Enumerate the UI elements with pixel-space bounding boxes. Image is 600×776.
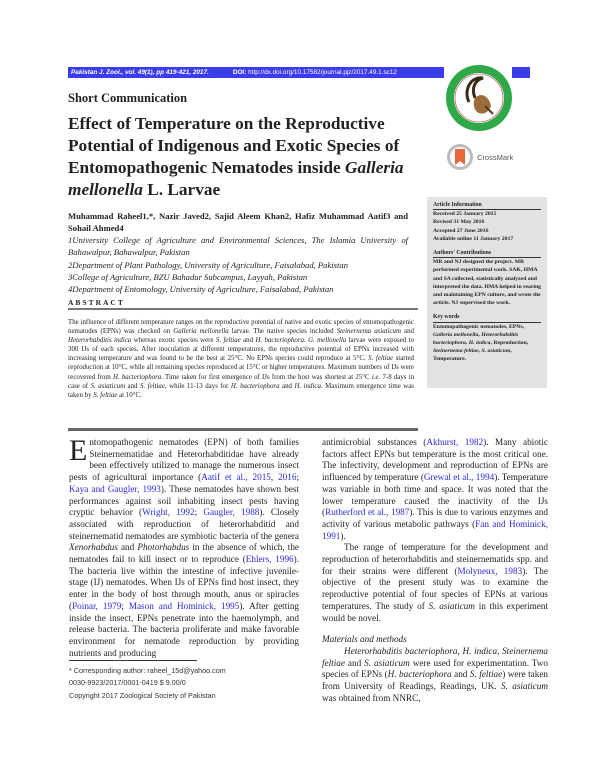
text-run: , while 11-13 days for xyxy=(164,382,231,390)
text-run: ). xyxy=(340,530,346,541)
text-run: , xyxy=(270,472,279,483)
corresponding-author: * Corresponding author: raheel_15d@yahoo.com xyxy=(69,666,226,675)
citation-link[interactable]: Ehlers, 1996 xyxy=(245,554,294,565)
italic-term: Galleria mellonella xyxy=(173,328,229,336)
text-run: ; xyxy=(194,507,204,518)
text-run: The range of temperature for the development and reproduction of heterorhabditis and steinernematids spp. and for their strains were different ( xyxy=(322,542,548,576)
italic-term: Steinernema asiaticum xyxy=(336,328,401,336)
italic-term: Steinernema feltiae, S. asiaticum xyxy=(433,348,511,355)
affiliation: 2Department of Plant Pathology, University of Agriculture, Faisalabad, Pakistan xyxy=(68,259,348,270)
journal-citation: Pakistan J. Zool., vol. 49(1), pp 419-421, 2017. xyxy=(71,69,209,76)
revised-date: Revised 31 May 2016 xyxy=(433,219,485,226)
citation-link[interactable]: Aatif et al., 2015 xyxy=(201,472,271,483)
italic-term: i.e. xyxy=(371,373,381,381)
italic-term: S. feltiae xyxy=(215,337,241,345)
drop-cap: E xyxy=(69,434,88,467)
paragraph xyxy=(322,437,548,542)
text-run: ). These nematodes have shown best performances against soil inhabiting insect pests having cryptic behavior ( xyxy=(69,483,299,518)
divider xyxy=(68,428,418,431)
divider xyxy=(68,308,418,310)
doi-label: DOI: xyxy=(232,69,247,76)
italic-term: S. asiaticum xyxy=(501,681,548,692)
text-run: and xyxy=(451,669,470,680)
ibex-seal-icon xyxy=(445,62,513,134)
text-run: , xyxy=(478,331,482,338)
author-list: Muhammad Raheel1,*, Nazir Javed2, Sajid Aleem Khan2, Hafiz Muhammad Aatif3 and Sohail Ahmed4 xyxy=(68,211,408,233)
italic-term: Xenorhabdus xyxy=(69,542,118,553)
italic-term: Heterorhabditis bacteriophora, H. indica, Steinernema feltiae xyxy=(322,645,548,668)
title-species: Galleria mellonella xyxy=(68,158,404,199)
journal-header-bar xyxy=(68,67,444,78)
italic-term: S. asiaticum xyxy=(90,382,126,390)
citation-link[interactable]: Poinar, 1979 xyxy=(72,600,122,611)
italic-term: Galleria mellonella xyxy=(433,331,479,338)
abstract-heading: ABSTRACT xyxy=(68,298,125,307)
citation-link[interactable]: Akhurst, 1982 xyxy=(426,437,484,447)
footnote xyxy=(69,665,309,702)
contributions-heading: Authors' Contributions xyxy=(433,249,541,258)
italic-term: Heterorhabditis bacteriophora, H. indica xyxy=(433,331,519,347)
citation-link[interactable]: Rutherford et al., 1987 xyxy=(325,507,410,518)
italic-term: S. feltiae xyxy=(368,355,394,363)
citation-link[interactable]: Wright, 1992 xyxy=(142,507,195,518)
title-end: L. Larvae xyxy=(142,180,221,199)
paragraph xyxy=(69,434,300,659)
text-run: larvae were exposed to 300 IJs of each species. After inoculation at different temperatures, the reproductive potential of EPNs increased with increasing temperature and was found to be the best at 25°C. No EPNs species could reproduce at 5°C. xyxy=(68,337,414,363)
article-dates xyxy=(433,210,541,243)
text-run: in the absence of which, the nematodes fail to kill insect or to reproduce ( xyxy=(69,542,300,565)
text-run: and xyxy=(279,382,295,390)
italic-term: H. indica xyxy=(294,382,321,390)
italic-term: Heterorhabditis indica xyxy=(68,337,132,345)
footnote-divider xyxy=(69,660,197,661)
online-date: Available online 11 January 2017 xyxy=(433,235,514,242)
italic-term: Photorhabdus xyxy=(137,542,190,553)
doi-link[interactable]: http://dx.doi.org/10.17582/journal.pjz/2017.49.1.sc12 xyxy=(248,69,397,76)
text-run: ) were taken from University of Readings, Readings, UK. xyxy=(322,669,549,692)
text-run: whereas exotic species were xyxy=(131,337,216,345)
text-run: ntomopathogenic nematodes (EPN) of both families Steinernematidae and Heterorhabditidae have already been effectively utilized to manage the numerous insect pests of agricultural importance ( xyxy=(69,437,299,483)
text-run: antimicrobial substances ( xyxy=(322,437,427,447)
article-info-sidebar xyxy=(427,197,547,388)
text-run: Entomopathogenic nematodes, EPNs, xyxy=(433,323,525,330)
body-column-right xyxy=(322,437,548,704)
paragraph xyxy=(322,646,548,705)
text-run: , Temperature. xyxy=(433,348,512,363)
section-heading xyxy=(322,634,548,646)
text-run: ). Closely associated with reproduction of heterorhabditid and steinernematid nematodes are symbiotic bacteria of the genera xyxy=(69,507,299,541)
header-tab xyxy=(512,67,530,78)
crossmark-label: CrossMark xyxy=(477,152,514,162)
text-run: ; xyxy=(296,472,300,483)
affiliations xyxy=(68,234,408,295)
citation-link[interactable]: Molyneux, 1983 xyxy=(457,565,523,576)
society-logo xyxy=(445,62,513,134)
citation-link[interactable]: Fan and Hominick, 1991 xyxy=(322,518,548,541)
text-run: started reproduction at 10°C, while all remaining species reproduced at 15°C or higher temperatures. Maximum numbers of IJs were recovered from xyxy=(68,355,414,381)
doi-line xyxy=(233,69,397,76)
text-run: The influence of different temperature ranges on the reproductive potential of native and exotic species of entomopathogenic nematodes (EPNs) was checked on xyxy=(68,319,414,336)
italic-term: H. bacteriophora xyxy=(230,382,280,390)
italic-term: H. bacteriophora xyxy=(387,669,452,680)
italic-term: S. feltiae xyxy=(93,391,118,399)
affiliation: 3College of Agriculture, BZU Bahadur Subcampus, Layyah, Pakistan xyxy=(68,271,308,282)
text-run: ). The bacteria live within the intestine of infective juvenile-stage (IJ) nematodes. When IJs of EPNs find host insect, they enter in the body of host through mouth, anus or spiracles ( xyxy=(69,554,299,611)
citation-link[interactable]: Mason and Hominick, 1995 xyxy=(128,600,240,611)
text-run: were used for experimentation. Two species of EPNs ( xyxy=(322,657,549,680)
copyright-line: Copyright 2017 Zoological Society of Pakistan xyxy=(69,690,216,700)
text-run: was obtained from NNRC, xyxy=(322,692,421,703)
text-run: and xyxy=(117,542,138,553)
accepted-date: Accepted 27 June 2016 xyxy=(433,227,489,234)
received-date: Received 25 January 2015 xyxy=(433,211,497,218)
contributions-text: MR and NJ designed the project. MR performed experimental work. SAK, HMA and SA collected, statistically analyzed and interpreted the data. HMA helped in rearing and maintaining EPN culture, and wrote the article. NJ supervised the work. xyxy=(433,259,542,307)
text-run: at 10°C. xyxy=(117,391,142,399)
italic-term: S. feltiae xyxy=(140,382,165,390)
text-run: ). This is due to various enzymes and activity of various metabolic pathways ( xyxy=(322,507,548,529)
citation-link[interactable]: Gaugler, 1988 xyxy=(203,507,260,518)
issn-line: 0030-9923/2017/0001-0419 $ 9.00/0 xyxy=(69,678,186,688)
text-run: ). The objective of the present study was to examine the reproductive potential of four species of EPNs at various temperatures. The study of xyxy=(322,565,548,611)
text-run: and xyxy=(240,337,256,345)
article-info-heading: Article Information xyxy=(433,201,541,210)
text-run: . Time taken for first emergence of IJs from the host was shortest at 25°C xyxy=(161,373,372,381)
article-title xyxy=(68,113,428,201)
text-run: 7-8 days in case of xyxy=(68,373,415,390)
affiliation: 1University College of Agriculture and Environmental Sciences, The Islamia University of Bahawalpur, Bahawalpur, Pakistan xyxy=(68,235,408,258)
keywords-heading: Key words xyxy=(433,313,541,322)
italic-term: H. bacteriophora. G. mellonella xyxy=(255,337,347,345)
affiliation: 4Department of Entomology, University of Agriculture, Faisalabad, Pakistan xyxy=(68,284,334,295)
italic-term: S. asiaticum xyxy=(364,657,410,668)
body-column-left xyxy=(69,434,300,659)
text-run: . Maximum emergence time was taken by xyxy=(68,382,414,399)
text-run: , Reproduction, xyxy=(490,340,529,347)
abstract-text xyxy=(68,318,414,400)
citation-link[interactable]: Grewal et al., 1994 xyxy=(423,472,495,483)
text-run: and xyxy=(344,657,365,668)
crossmark-icon xyxy=(446,143,474,171)
citation-link[interactable]: 2016 xyxy=(278,472,297,483)
title-text: Effect of Temperature on the Reproductive Potential of Indigenous and Exotic Species of Entomopathogenic Nematodes inside xyxy=(68,114,400,177)
text-run: larvae. The native species included xyxy=(228,328,337,336)
paragraph xyxy=(322,542,548,624)
italic-term: S. feltiae xyxy=(469,669,503,680)
text-run: ). After getting inside the insect, EPNs penetrate into the haemolymph, and release bacteria. The bacteria proliferate and make favorable environment for nematode reproduction by providing nutrients and producing xyxy=(69,600,300,658)
keywords-text xyxy=(433,323,541,364)
text-run: ). Temperature was variable in both time and space. It was noted that the lower temperature caused the inactivity of the IJs ( xyxy=(322,472,548,518)
italic-term: Materials and methods xyxy=(322,634,407,645)
italic-term: S. asiaticum xyxy=(428,600,475,611)
crossmark-badge[interactable] xyxy=(446,142,526,172)
text-run: ). Many abiotic factors affect EPNs but temperature is the most critical one. The infectivity, development and reproduction of EPNs are influenced by temperature ( xyxy=(322,437,548,483)
italic-term: H. bacteriophora xyxy=(112,373,162,381)
text-run: and xyxy=(125,382,141,390)
text-run: ; xyxy=(121,600,129,611)
section-type: Short Communication xyxy=(68,91,188,105)
citation-link[interactable]: Kaya and Gaugler, 1993 xyxy=(69,483,161,494)
text-run: in this experiment would be novel. xyxy=(322,600,549,623)
text-run: and xyxy=(400,328,414,336)
